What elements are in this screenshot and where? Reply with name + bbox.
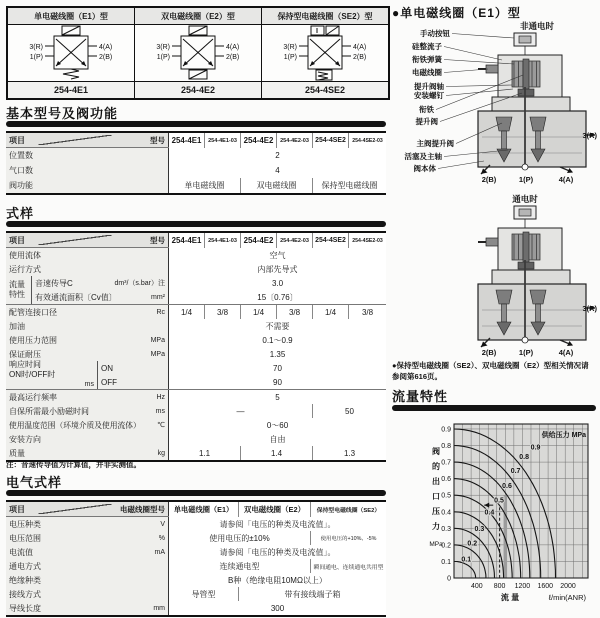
table-cell: 3/8	[205, 305, 241, 319]
table-row	[6, 163, 386, 178]
table-cell: 带有接线端子箱	[239, 587, 386, 601]
column-header: 254-4E2	[241, 133, 277, 148]
table-header-row	[6, 133, 386, 148]
diagram-title: ●单电磁线圈（E1）型	[392, 6, 521, 20]
row-label: 保证耐压 MPa	[6, 347, 169, 361]
row-label: 电流值 mA	[6, 545, 169, 559]
cross-section-energized	[392, 192, 600, 358]
row-label: 配管连接口径 Rc	[6, 305, 169, 319]
flow-characteristics-chart	[392, 414, 600, 616]
row-label: 接线方式	[6, 587, 169, 601]
svg-label: 1(P)	[518, 175, 534, 184]
table-row	[6, 432, 386, 446]
svg-label: 3(R)	[29, 44, 43, 51]
column-header: 254-4E1	[169, 233, 205, 248]
svg-label: 0.9	[441, 426, 451, 434]
table-row	[6, 390, 386, 404]
row-label: 安装方向	[6, 432, 169, 446]
header-left-label: 项目	[9, 235, 25, 245]
group-label: 响应时间 ON时/OFF时 ms	[6, 361, 98, 389]
table-cell: 1.4	[241, 446, 313, 460]
svg-label: 1(P)	[283, 54, 297, 61]
row-label: ON	[98, 361, 169, 375]
table-row	[6, 404, 386, 418]
column-header: 254-4SE2	[313, 133, 349, 148]
column-header: 保持型电磁线圈（SE2）	[311, 502, 386, 517]
svg-label: 0.6	[441, 476, 451, 484]
column-header: 254-4E2	[241, 233, 277, 248]
svg-label: 电磁线圈	[412, 68, 442, 77]
table-cell: 4	[169, 163, 386, 178]
header-right-label: 电磁线圈型号	[120, 504, 165, 514]
svg-label: 0	[447, 575, 451, 583]
table-row	[6, 517, 386, 531]
table-cell: 1/4	[169, 305, 205, 319]
section-bar	[392, 405, 596, 411]
svg-label: 衔铁	[419, 105, 434, 114]
column-header: 254-4E1-03	[205, 233, 241, 248]
table-cell: 5	[169, 390, 386, 404]
svg-label: 0.2	[441, 542, 451, 550]
table-cell: —	[169, 404, 313, 418]
header-right-label: 型号	[150, 135, 165, 145]
svg-label: 压	[432, 507, 440, 516]
table-cell: 双电磁线圈	[241, 178, 313, 193]
row-label: 绝缘种类	[6, 573, 169, 587]
section-bar	[6, 490, 386, 496]
table-row	[6, 601, 386, 615]
svg-label: 0.7	[441, 459, 451, 467]
svg-label: 0.8	[519, 453, 530, 461]
svg-label: 2(B)	[481, 348, 497, 357]
svg-label: 0.1	[441, 558, 451, 566]
valve-model-code: 254-4E1	[8, 81, 134, 98]
svg-label: 硅整流子	[412, 42, 442, 51]
row-label: 气口数	[6, 163, 169, 178]
cross-section-deenergized	[392, 19, 600, 191]
section-title-electric: 电气式样	[6, 475, 63, 490]
table-cell: 50	[313, 404, 386, 418]
table-header-label	[6, 233, 169, 247]
svg-label: 400	[470, 583, 483, 590]
table-cell: 导管型	[169, 587, 239, 601]
table-cell: 0～60	[169, 418, 386, 432]
row-label: 加油	[6, 319, 169, 333]
svg-label: 0.2	[467, 540, 478, 548]
table-row	[6, 545, 386, 559]
header-diagonal	[38, 135, 112, 145]
svg-label: 0.9	[530, 444, 541, 452]
row-label: 自保所需最小励磁时间 ms	[6, 404, 169, 418]
valve-symbol	[262, 25, 388, 81]
table-row	[6, 446, 386, 460]
table-row	[6, 333, 386, 347]
svg-label: 流 量	[500, 593, 520, 602]
column-header: 254-4E2-03	[277, 233, 313, 248]
svg-label: 3(R)	[156, 44, 170, 51]
svg-label: 2(B)	[226, 54, 240, 61]
table-cell: 1.3	[313, 446, 386, 460]
table-cell: 90	[169, 375, 386, 389]
svg-label: 0.5	[494, 497, 504, 505]
svg-label: 4(A)	[558, 175, 574, 184]
table-row	[6, 178, 386, 193]
table-cell: 连续通电型	[169, 559, 311, 573]
table-cell: 保持型电磁线圈	[313, 178, 386, 193]
svg-label: 手动按钮	[420, 29, 450, 38]
header-right-label: 型号	[150, 235, 165, 245]
row-label: 通电方式	[6, 559, 169, 573]
valve-column	[262, 8, 388, 98]
table-row	[6, 262, 386, 276]
section-title-basic: 基本型号及阀功能	[6, 106, 119, 121]
group-label: 流量 特性	[6, 276, 32, 304]
valve-type-title: 单电磁线圈（E1）型	[8, 8, 134, 25]
svg-label: 3(R)	[283, 44, 297, 51]
table-row	[6, 305, 386, 319]
valve-type-title: 双电磁线圈（E2）型	[135, 8, 261, 25]
table-cell: 使用电压的±10%	[169, 531, 311, 545]
column-header: 单电磁线圈（E1）	[169, 502, 239, 517]
table-row	[6, 418, 386, 432]
svg-label: 4(A)	[226, 44, 240, 51]
table-cell: 使用电压的+10%、-5%	[311, 531, 386, 545]
valve-type-table	[6, 6, 390, 100]
svg-label: 提升阀	[415, 117, 438, 126]
svg-label: 活塞及主轴	[404, 152, 442, 161]
row-label: 使用温度范围（环境介质及使用流体） ℃	[6, 418, 169, 432]
table-header-row	[6, 502, 386, 517]
table-cell: 2	[169, 148, 386, 163]
svg-label: 阀	[432, 447, 440, 456]
svg-label: 0.4	[484, 509, 495, 517]
table-cell: 15〔0.76〕	[169, 290, 386, 304]
svg-label: 3(R)	[582, 131, 597, 140]
valve-symbol	[8, 25, 134, 81]
table-row	[6, 248, 386, 262]
valve-column	[135, 8, 262, 98]
column-header: 254-4E1	[169, 133, 205, 148]
svg-label: 0.7	[510, 467, 521, 475]
table-cell: 自由	[169, 432, 386, 446]
row-label: 使用压力范围 MPa	[6, 333, 169, 347]
table-header-label	[6, 133, 169, 147]
table-cell: 不需要	[169, 319, 386, 333]
svg-label: 0.8	[441, 443, 451, 451]
section-bar	[6, 221, 386, 227]
svg-label: 4(A)	[558, 348, 574, 357]
svg-label: 0.6	[502, 482, 512, 490]
table-cell: 请参阅「电压的种类及电流值」。	[169, 517, 386, 531]
column-header: 254-4E2-03	[277, 133, 313, 148]
table-row	[98, 375, 386, 389]
svg-label: 口	[432, 492, 440, 501]
svg-label: 0.5	[441, 492, 451, 500]
diagram-note: ●保持型电磁线圈（SE2）、双电磁线圈（E2）型相关情况请参阅第616页。	[392, 361, 589, 381]
column-header: 254-4SE2-03	[349, 133, 386, 148]
svg-label: 通电时	[512, 194, 538, 204]
header-diagonal	[38, 235, 112, 245]
table-row	[32, 276, 386, 290]
svg-label: 2(B)	[353, 54, 367, 61]
valve-type-title: 保持型电磁线圈（SE2）型	[262, 8, 388, 25]
svg-label: 阀本体	[413, 164, 436, 173]
svg-label: 主阀提升阀	[416, 139, 454, 148]
table-row	[6, 573, 386, 587]
svg-label: 2(B)	[481, 175, 497, 184]
row-label: 阀功能	[6, 178, 169, 193]
table-row	[6, 347, 386, 361]
svg-label: ℓ/min(ANR)	[548, 593, 586, 602]
svg-label: 1200	[514, 583, 531, 590]
svg-label: 衔铁弹簧	[412, 55, 442, 64]
row-label: 质量 kg	[6, 446, 169, 460]
svg-label: 4(A)	[353, 44, 367, 51]
svg-label: 3(R)	[582, 304, 597, 313]
svg-label: 出	[432, 477, 440, 486]
column-header: 双电磁线圈（E2）	[239, 502, 311, 517]
svg-label: 1(P)	[29, 54, 43, 61]
table-row	[6, 531, 386, 545]
row-label: 最高运行频率 Hz	[6, 390, 169, 404]
table-cell: 3/8	[277, 305, 313, 319]
table-cell: 300	[169, 601, 386, 615]
row-label: 位置数	[6, 148, 169, 163]
valve-column	[8, 8, 135, 98]
table-cell: 1/4	[313, 305, 349, 319]
spec-note: 注：音速传导值为计算值，并非实测值。	[6, 460, 141, 469]
table-rowgroup	[6, 276, 386, 305]
svg-label: 供给压力 MPa	[541, 432, 586, 440]
table-cell: 3/8	[349, 305, 386, 319]
row-label: 导线长度 mm	[6, 601, 169, 615]
svg-label: 0.1	[461, 556, 472, 564]
basic-model-table	[6, 131, 386, 195]
table-row	[6, 559, 386, 573]
table-cell: B种（绝缘电阻10MΩ以上）	[169, 573, 386, 587]
section-title-flow: 流量特性	[392, 389, 449, 404]
valve-model-code: 254-4SE2	[262, 81, 388, 98]
svg-label: 0.4	[441, 509, 451, 517]
table-cell: 1.1	[169, 446, 241, 460]
svg-label: 1600	[537, 583, 554, 590]
section-title-spec: 式样	[6, 206, 35, 221]
svg-label: 安装螺钉	[414, 91, 444, 100]
row-label: 电压范围 %	[6, 531, 169, 545]
table-cell: 1/4	[241, 305, 277, 319]
svg-label: MPa	[429, 541, 443, 548]
table-cell: 内部先导式	[169, 262, 386, 276]
row-label: 运行方式	[6, 262, 169, 276]
header-left-label: 项目	[9, 504, 25, 514]
header-left-label: 项目	[9, 135, 25, 145]
row-label: OFF	[98, 375, 169, 389]
table-rowgroup	[6, 361, 386, 390]
svg-label: 0.3	[441, 525, 451, 533]
table-cell: 瞬间通电、连续通电共用型	[311, 559, 386, 573]
svg-label: 力	[432, 522, 440, 531]
svg-label: 的	[432, 462, 440, 471]
table-cell: 请参阅「电压的种类及电流值」。	[169, 545, 386, 559]
column-header: 254-4SE2	[313, 233, 349, 248]
table-row	[6, 587, 386, 601]
table-cell: 1.35	[169, 347, 386, 361]
table-cell: 3.0	[169, 276, 386, 290]
row-label: 音速传导C dm³/（s.bar）注	[32, 276, 169, 290]
electric-spec-table	[6, 500, 386, 617]
svg-label: 2(B)	[99, 54, 113, 61]
svg-label: 2000	[560, 583, 576, 590]
svg-label: 4(A)	[99, 44, 113, 51]
row-label: 使用流体	[6, 248, 169, 262]
spec-table	[6, 231, 386, 462]
svg-label: 0.3	[474, 525, 485, 533]
column-header: 254-4SE2-03	[349, 233, 386, 248]
svg-label: 1(P)	[156, 54, 170, 61]
table-row	[6, 319, 386, 333]
table-row	[32, 290, 386, 304]
row-label: 有效通流面积〔Cv值〕 mm²	[32, 290, 169, 304]
svg-label: 提升阀轴	[414, 82, 444, 91]
valve-symbol	[135, 25, 261, 81]
table-cell: 空气	[169, 248, 386, 262]
column-header: 254-4E1-03	[205, 133, 241, 148]
table-row	[98, 361, 386, 375]
svg-label: 非通电时	[520, 21, 555, 31]
table-header-row	[6, 233, 386, 248]
table-cell: 0.1～0.9	[169, 333, 386, 347]
table-row	[6, 148, 386, 163]
section-bar	[6, 121, 386, 127]
table-header-label	[6, 502, 169, 516]
valve-model-code: 254-4E2	[135, 81, 261, 98]
header-diagonal	[38, 504, 112, 514]
svg-label: 800	[493, 583, 506, 590]
svg-label: 1(P)	[518, 348, 534, 357]
table-cell: 70	[169, 361, 386, 375]
row-label: 电压种类 V	[6, 517, 169, 531]
table-cell: 单电磁线圈	[169, 178, 241, 193]
